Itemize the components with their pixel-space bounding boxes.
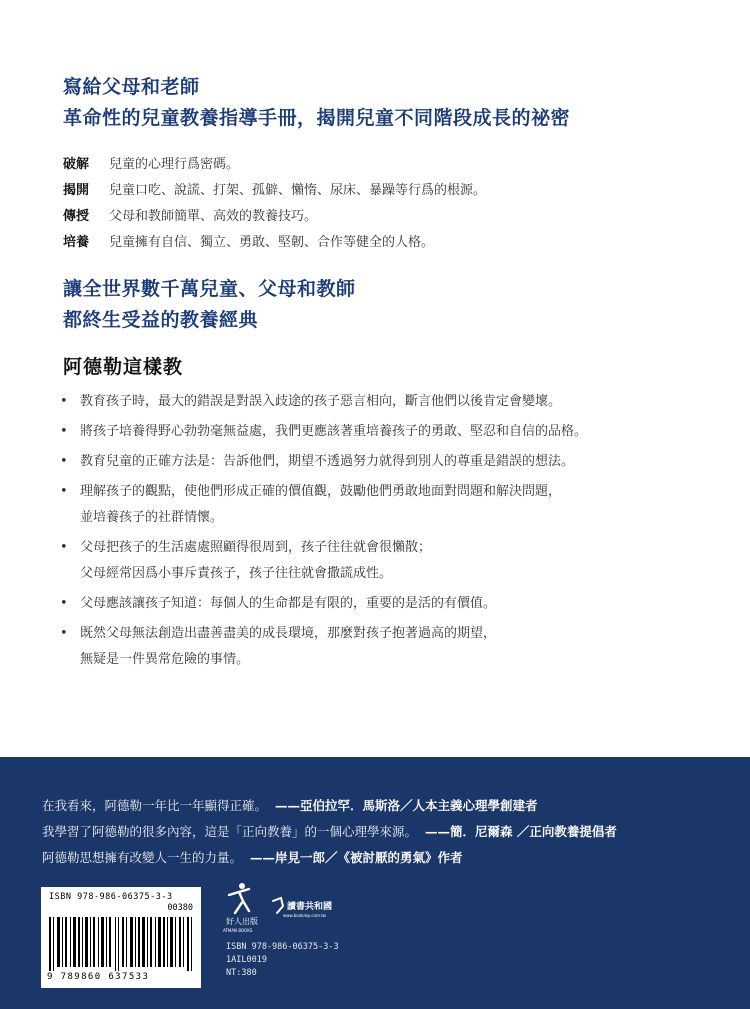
barcode-bars (49, 917, 193, 971)
publisher-name-en: ATMAN BOOKS (223, 928, 253, 933)
qa-term: 揭開 (63, 183, 90, 198)
headline-line2: 革命性的兒童教養指導手冊，揭開兒童不同階段成長的祕密 (63, 107, 571, 129)
pub-code: 1AIL0019 (226, 955, 267, 965)
list-item: • 將孩子培養得野心勃勃毫無益處，我們更應該著重培養孩子的勇敢、堅忍和自信的品格。 (58, 419, 587, 445)
headline-2 (63, 274, 356, 336)
quote-row: 阿德勒思想擁有改變人一生的力量。 ——岸見一郎／《被討厭的勇氣》作者 (42, 850, 463, 865)
qa-text: 兒童口吃、說謊、打架、孤僻、懶惰、尿床、暴躁等行爲的根源。 (109, 183, 487, 198)
group-url: www.bookrep.com.tw (283, 913, 326, 918)
publisher-name: 好人出版 (226, 917, 258, 926)
endorsement-quotes (42, 793, 617, 871)
qa-row (63, 230, 486, 256)
list-item: • 教育孩子時，最大的錯誤是對誤入歧途的孩子惡言相向，斷言他們以後肯定會變壞。 (58, 389, 587, 415)
qa-term: 傳授 (63, 209, 90, 224)
bullet-dot-icon: • (60, 626, 68, 641)
barcode-isbn: ISBN 978-986-06375-3-3 (49, 892, 173, 902)
price-code: 00380 (167, 903, 193, 913)
headline2-line2: 都終生受益的教養經典 (63, 309, 259, 331)
qa-row (63, 178, 486, 204)
headline (63, 72, 570, 134)
headline-line1: 寫給父母和老師 (63, 76, 200, 98)
group-name: 讀書共和國 (287, 902, 333, 912)
barcode-digits: 9 789860 637533 (47, 972, 150, 982)
list-item: • 父母把孩子的生活處處照顧得很周到，孩子往往就會很懶散； 父母經常因爲小事斥責孩子，孩子往往就會撒謊成性。 (58, 535, 587, 587)
publisher-logos (215, 879, 365, 939)
bullet-dot-icon: • (60, 540, 68, 555)
list-item: • 父母應該讓孩子知道：每個人的生命都是有限的，重要的是活的有價值。 (58, 591, 587, 617)
qa-term: 培養 (63, 235, 90, 250)
qa-list (63, 152, 486, 256)
qa-text: 兒童擁有自信、獨立、勇敢、堅韌、合作等健全的人格。 (109, 235, 435, 250)
quote-row: 我學習了阿德勒的很多內容，這是「正向教養」的一個心理學來源。 ——簡．尼爾森 ／正向教養提倡者 (42, 824, 617, 839)
pub-info (226, 941, 339, 980)
headline2-line1: 讓全世界數千萬兒童、父母和教師 (63, 278, 356, 300)
list-item: • 教育兒童的正確方法是：告訴他們，期望不透過努力就得到別人的尊重是錯誤的想法。 (58, 449, 587, 475)
bullet-dot-icon: • (60, 454, 68, 469)
bullet-dot-icon: • (60, 424, 68, 439)
section-title: 阿德勒這樣教 (63, 356, 184, 378)
list-item: • 既然父母無法創造出盡善盡美的成長環境，那麼對孩子抱著過高的期望， 無疑是一件異常危險的事情。 (58, 621, 587, 673)
barcode (41, 887, 201, 988)
quote-row: 在我看來，阿德勒一年比一年顯得正確。 ——亞伯拉罕．馬斯洛／人本主義心理學創建者 (42, 798, 538, 813)
bullet-dot-icon: • (60, 596, 68, 611)
list-item: • 理解孩子的觀點，使他們形成正確的價值觀，鼓勵他們勇敢地面對問題和解決問題， 並培養孩子的社群情懷。 (58, 479, 587, 531)
bullet-list (58, 389, 587, 677)
qa-term: 破解 (63, 157, 90, 172)
pub-isbn: ISBN 978-986-06375-3-3 (226, 942, 339, 952)
bullet-dot-icon: • (60, 394, 68, 409)
qa-row (63, 152, 486, 178)
qa-row (63, 204, 486, 230)
publisher-logo-icon (215, 879, 365, 935)
bullet-dot-icon: • (60, 484, 68, 499)
footer-band (0, 757, 750, 1009)
pub-price: NT:380 (226, 968, 257, 978)
qa-text: 父母和教師簡單、高效的教養技巧。 (109, 209, 318, 224)
qa-text: 兒童的心理行爲密碼。 (109, 157, 240, 172)
